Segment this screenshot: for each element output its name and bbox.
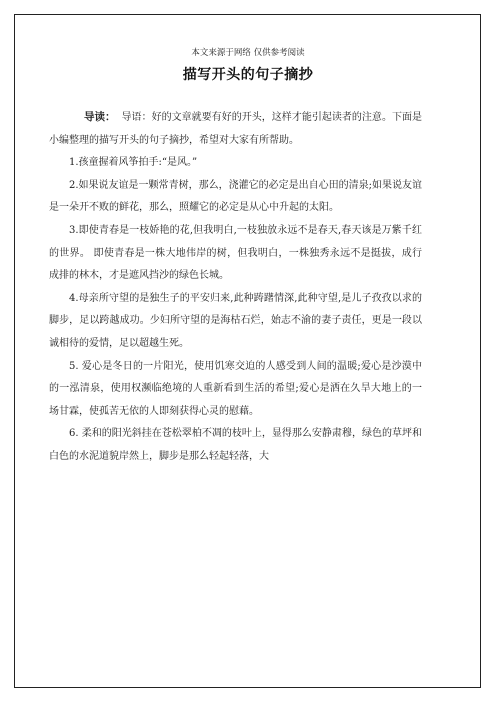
- article-body: [49, 106, 422, 469]
- list-item: 5. 爱心是冬日的一片阳光，使用饥寒交迫的人感受到人间的温暖;爱心是沙漠中的一泓清泉，使用权濒临绝境的人重新看到生活的希望;爱心是洒在久旱大地上的一场甘霖，使孤苦无依的人即刻获得心灵的慰藉。: [49, 360, 422, 417]
- page-title: 描写开头的句子摘抄: [182, 67, 314, 83]
- list-item: 2.如果说友谊是一颗常青树，那么，浇灌它的必定是出自心田的清泉;如果说友谊是一朵开不败的鲜花，那么，照耀它的必定是从心中升起的太阳。: [49, 179, 422, 214]
- list-item: 4.母亲所守望的是独生子的平安归来,此种踌躇情深,此种守望,是儿子孜孜以求的脚步，足以跨越成功。少妇所守望的是海枯石烂，始志不渝的妻子责任，更是一段以诚相待的爱情，足以超越生死。: [49, 292, 422, 349]
- intro-text: 导语：好的文章就要有好的开头，这样才能引起读者的注意。下面是小编整理的描写开头的句子摘抄，希望对大家有所帮助。: [49, 112, 422, 146]
- list-item: 1.孩童握着风筝拍手:“是风。”: [69, 157, 198, 169]
- intro-label: 导读：: [84, 111, 116, 123]
- list-item: 6. 柔和的阳光斜挂在苍松翠柏不凋的枝叶上，显得那么安静肃穆，绿色的草坪和白色的水泥道貌岸然上，脚步是那么轻起轻落，大: [49, 428, 422, 462]
- source-note: 本文来源于网络 仅供参考阅读: [191, 48, 305, 58]
- intro-paragraph: [49, 106, 422, 152]
- list-item: 3.即使青春是一枝娇艳的花,但我明白,一枝独放永远不是春天,春天该是万紫千红的世界。 即使青春是一株大地伟岸的树，但我明白，一株独秀永远不是挺拔，成行成排的林木，才是遮风挡沙的绿色长城。: [49, 224, 422, 282]
